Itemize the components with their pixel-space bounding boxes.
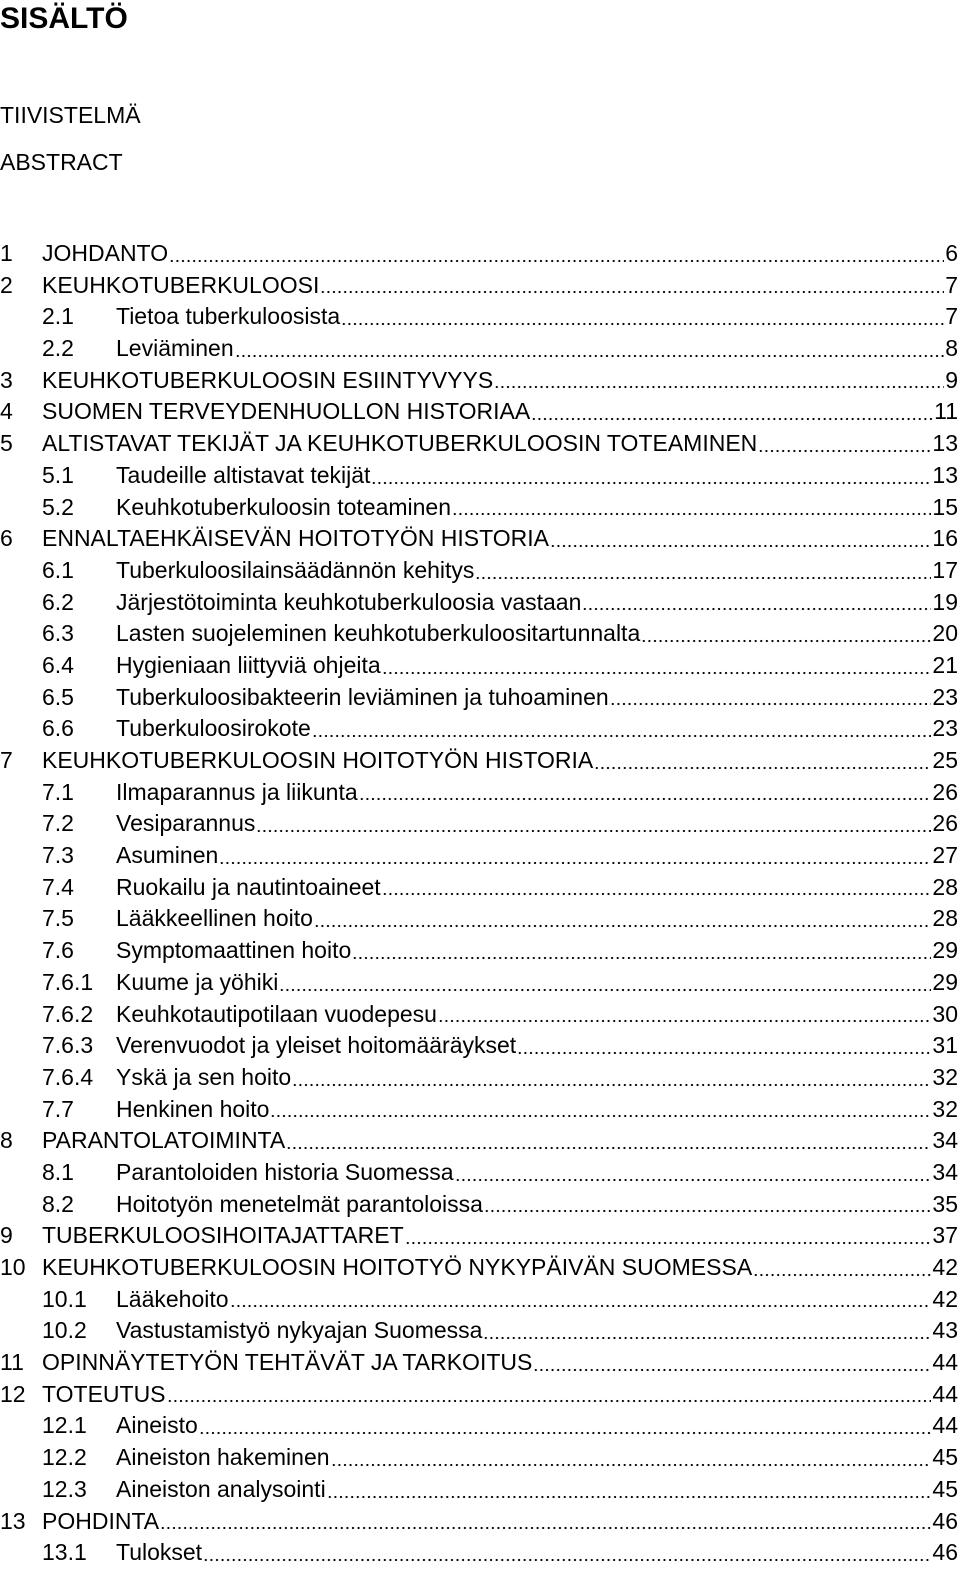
toc-entry[interactable] xyxy=(0,745,958,777)
toc-dot-leader xyxy=(371,460,931,492)
toc-page-number: 21 xyxy=(932,651,958,678)
toc-dot-leader xyxy=(169,238,944,270)
toc-dot-leader xyxy=(160,1506,931,1538)
toc-entry-label: Aineiston hakeminen xyxy=(116,1444,330,1471)
toc-entry-label: Lasten suojeleminen keuhkotuberkuloositartunnalta xyxy=(116,620,641,647)
toc-entry-number: 2 xyxy=(0,271,13,298)
toc-entry-number: 8.2 xyxy=(42,1190,74,1217)
toc-page-number: 7 xyxy=(945,271,958,298)
toc-entry-number: 5.1 xyxy=(42,461,74,488)
toc-entry-label: OPINNÄYTETYÖN TEHTÄVÄT JA TARKOITUS xyxy=(42,1349,533,1376)
toc-page-number: 45 xyxy=(932,1444,958,1471)
toc-dot-leader xyxy=(270,1094,931,1126)
toc-page-number: 25 xyxy=(932,747,958,773)
toc-dot-leader xyxy=(219,840,931,872)
toc-dot-leader xyxy=(382,650,932,682)
toc-entry-label: TOTEUTUS xyxy=(42,1380,166,1407)
toc-dot-leader xyxy=(199,1410,932,1442)
toc-entry-label: Kuume ja yöhiki xyxy=(116,968,279,995)
toc-subentry[interactable] xyxy=(0,333,958,365)
toc-entry-number: 10 xyxy=(0,1254,26,1280)
toc-dot-leader xyxy=(331,1442,932,1474)
toc-dot-leader xyxy=(314,903,931,935)
toc-page-number: 35 xyxy=(932,1190,958,1217)
table-of-contents xyxy=(0,238,958,1569)
toc-dot-leader xyxy=(286,1125,931,1157)
toc-entry-number: 7.6.4 xyxy=(42,1063,94,1090)
toc-subentry[interactable] xyxy=(0,460,958,492)
toc-subentry[interactable] xyxy=(0,967,958,999)
toc-entry-label: KEUHKOTUBERKULOOSIN HOITOTYÖN HISTORIA xyxy=(42,747,594,773)
toc-page-number: 26 xyxy=(932,810,958,837)
toc-entry-label: KEUHKOTUBERKULOOSI xyxy=(42,271,320,298)
toc-dot-leader xyxy=(475,555,931,587)
toc-subentry[interactable] xyxy=(0,682,958,714)
toc-subentry[interactable] xyxy=(0,1030,958,1062)
toc-entry-number: 7.6.2 xyxy=(42,1000,94,1027)
toc-entry-number: 6.5 xyxy=(42,683,74,710)
toc-entry[interactable] xyxy=(0,1379,958,1411)
toc-dot-leader xyxy=(359,777,932,809)
toc-entry-number: 7.5 xyxy=(42,905,74,932)
toc-entry-label: Tuberkuloosibakteerin leviäminen ja tuhoaminen xyxy=(116,683,609,710)
toc-dot-leader xyxy=(484,1189,931,1221)
toc-entry-label: Ruokailu ja nautintoaineet xyxy=(116,873,381,900)
toc-entry[interactable] xyxy=(0,523,958,555)
toc-page-number: 42 xyxy=(932,1254,958,1280)
toc-page-number: 7 xyxy=(945,303,958,330)
toc-dot-leader xyxy=(230,1284,932,1316)
toc-subentry[interactable] xyxy=(0,587,958,619)
toc-subentry[interactable] xyxy=(0,935,958,967)
toc-page-number: 29 xyxy=(932,937,958,964)
toc-entry-label: Ilmaparannus ja liikunta xyxy=(116,778,358,805)
toc-entry-label: JOHDANTO xyxy=(42,240,169,266)
toc-entry-label: ALTISTAVAT TEKIJÄT JA KEUHKOTUBERKULOOSIN TOTEAMINEN xyxy=(42,430,758,457)
toc-dot-leader xyxy=(203,1537,931,1569)
toc-subentry[interactable] xyxy=(0,777,958,809)
toc-dot-leader xyxy=(610,682,932,714)
toc-entry-number: 7.1 xyxy=(42,778,74,805)
toc-page-number: 20 xyxy=(932,620,958,647)
toc-page-number: 8 xyxy=(945,335,958,362)
toc-entry-label: PARANTOLATOIMINTA xyxy=(42,1127,286,1154)
toc-entry-label: ENNALTAEHKÄISEVÄN HOITOTYÖN HISTORIA xyxy=(42,525,549,552)
toc-dot-leader xyxy=(531,396,933,428)
toc-subentry[interactable] xyxy=(0,555,958,587)
toc-page-number: 19 xyxy=(932,588,958,615)
toc-entry-label: Tietoa tuberkuloosista xyxy=(116,303,341,330)
toc-entry-number: 6 xyxy=(0,525,13,552)
toc-entry-label: Hygieniaan liittyviä ohjeita xyxy=(116,651,381,678)
toc-page-number: 28 xyxy=(932,873,958,900)
toc-page-number: 46 xyxy=(932,1539,958,1566)
toc-subentry[interactable] xyxy=(0,650,958,682)
toc-page-number: 23 xyxy=(932,715,958,742)
toc-entry-number: 9 xyxy=(0,1222,13,1249)
toc-subentry[interactable] xyxy=(0,713,958,745)
toc-front-matter-abstract-fi[interactable]: TIIVISTELMÄ xyxy=(0,102,141,128)
toc-entry-number: 4 xyxy=(0,398,13,425)
toc-entry-label: Asuminen xyxy=(116,842,219,869)
toc-entry-number: 7 xyxy=(0,747,13,773)
toc-subentry[interactable] xyxy=(0,808,958,840)
toc-entry-number: 12.1 xyxy=(42,1412,87,1439)
toc-dot-leader xyxy=(533,1347,931,1379)
toc-dot-leader xyxy=(455,1157,932,1189)
toc-entry-number: 7.6.1 xyxy=(42,968,94,995)
toc-entry-number: 3 xyxy=(0,366,13,393)
toc-entry-label: KEUHKOTUBERKULOOSIN ESIINTYVYYS xyxy=(42,366,494,393)
toc-page-number: 32 xyxy=(932,1095,958,1122)
toc-dot-leader xyxy=(235,333,945,365)
toc-page-number: 46 xyxy=(932,1507,958,1534)
toc-subentry[interactable] xyxy=(0,872,958,904)
toc-entry-number: 12 xyxy=(0,1380,26,1407)
toc-entry-number: 6.3 xyxy=(42,620,74,647)
toc-page-number: 26 xyxy=(932,778,958,805)
toc-page-number: 13 xyxy=(932,430,958,457)
toc-entry[interactable] xyxy=(0,1347,958,1379)
toc-dot-leader xyxy=(405,1220,932,1252)
toc-entry-label: Taudeille altistavat tekijät xyxy=(116,461,371,488)
toc-entry-label: Tuberkuloosirokote xyxy=(116,715,311,742)
toc-entry-number: 8.1 xyxy=(42,1158,74,1185)
toc-entry-number: 13 xyxy=(0,1507,26,1534)
toc-dot-leader xyxy=(582,587,931,619)
toc-entry-number: 2.1 xyxy=(42,303,74,330)
toc-entry-label: Lääkehoito xyxy=(116,1285,229,1312)
toc-subentry[interactable] xyxy=(0,1537,958,1569)
toc-dot-leader xyxy=(483,1315,931,1347)
toc-entry-label: Hoitotyön menetelmät parantoloissa xyxy=(116,1190,483,1217)
toc-page-number: 29 xyxy=(932,968,958,995)
toc-entry-number: 6.6 xyxy=(42,715,74,742)
toc-page-number: 27 xyxy=(932,842,958,869)
toc-entry[interactable] xyxy=(0,1506,958,1538)
toc-subentry[interactable] xyxy=(0,1410,958,1442)
toc-entry-label: TUBERKULOOSIHOITAJATTARET xyxy=(42,1222,404,1249)
toc-dot-leader xyxy=(341,301,944,333)
toc-entry-number: 1 xyxy=(0,240,13,266)
toc-subentry[interactable] xyxy=(0,1315,958,1347)
toc-entry-label: Symptomaattinen hoito xyxy=(116,937,352,964)
toc-entry-number: 7.3 xyxy=(42,842,74,869)
toc-entry-label: Parantoloiden historia Suomessa xyxy=(116,1158,454,1185)
toc-entry-number: 13.1 xyxy=(42,1539,87,1566)
toc-entry-number: 7.4 xyxy=(42,873,74,900)
toc-dot-leader xyxy=(641,618,931,650)
toc-page-number: 44 xyxy=(932,1349,958,1376)
toc-page-number: 17 xyxy=(932,556,958,583)
toc-subentry[interactable] xyxy=(0,1284,958,1316)
toc-dot-leader xyxy=(167,1379,932,1411)
toc-page-number: 42 xyxy=(932,1285,958,1312)
toc-page-number: 44 xyxy=(932,1412,958,1439)
toc-page-number: 31 xyxy=(932,1032,958,1059)
toc-page-number: 11 xyxy=(934,398,958,425)
toc-dot-leader xyxy=(292,1062,931,1094)
toc-dot-leader xyxy=(352,935,931,967)
toc-dot-leader xyxy=(758,428,931,460)
toc-page-number: 13 xyxy=(932,461,958,488)
toc-entry-number: 11 xyxy=(0,1349,24,1376)
toc-entry-label: Keuhkotautipotilaan vuodepesu xyxy=(116,1000,437,1027)
toc-subentry[interactable] xyxy=(0,840,958,872)
toc-page-number: 23 xyxy=(932,683,958,710)
toc-entry[interactable] xyxy=(0,428,958,460)
toc-dot-leader xyxy=(494,365,944,397)
toc-entry-number: 5.2 xyxy=(42,493,74,520)
toc-entry-label: Vesiparannus xyxy=(116,810,256,837)
toc-dot-leader xyxy=(312,713,932,745)
toc-entry[interactable] xyxy=(0,1220,958,1252)
toc-subentry[interactable] xyxy=(0,1094,958,1126)
toc-entry-number: 7.2 xyxy=(42,810,74,837)
toc-entry-label: Keuhkotuberkuloosin toteaminen xyxy=(116,493,452,520)
toc-entry[interactable] xyxy=(0,1125,958,1157)
toc-page-number: 9 xyxy=(945,366,958,393)
toc-page-number: 37 xyxy=(932,1222,958,1249)
toc-entry[interactable] xyxy=(0,396,958,428)
toc-entry-label: Verenvuodot ja yleiset hoitomääräykset xyxy=(116,1032,517,1059)
toc-dot-leader xyxy=(327,1474,932,1506)
toc-page-number: 16 xyxy=(932,525,958,552)
toc-subentry[interactable] xyxy=(0,1157,958,1189)
toc-subentry[interactable] xyxy=(0,1474,958,1506)
toc-entry-number: 12.2 xyxy=(42,1444,87,1471)
toc-subentry[interactable] xyxy=(0,903,958,935)
toc-page-number: 15 xyxy=(932,493,958,520)
toc-entry[interactable] xyxy=(0,1252,958,1284)
toc-subentry[interactable] xyxy=(0,999,958,1031)
toc-entry-number: 5 xyxy=(0,430,13,457)
toc-entry-label: Tulokset xyxy=(116,1539,203,1566)
toc-entry-number: 7.6 xyxy=(42,937,74,964)
toc-page-number: 32 xyxy=(932,1063,958,1090)
toc-dot-leader xyxy=(517,1030,931,1062)
toc-front-matter-abstract-en[interactable]: ABSTRACT xyxy=(0,149,123,175)
toc-page-number: 44 xyxy=(932,1380,958,1407)
toc-page-number: 28 xyxy=(932,905,958,932)
toc-dot-leader xyxy=(753,1252,931,1284)
toc-entry-number: 8 xyxy=(0,1127,13,1154)
toc-page-number: 34 xyxy=(932,1127,958,1154)
toc-entry-label: POHDINTA xyxy=(42,1507,160,1534)
toc-subentry[interactable] xyxy=(0,301,958,333)
toc-subentry[interactable] xyxy=(0,1189,958,1221)
toc-entry-label: KEUHKOTUBERKULOOSIN HOITOTYÖ NYKYPÄIVÄN SUOMESSA xyxy=(42,1254,753,1280)
toc-entry-label: Tuberkuloosilainsäädännön kehitys xyxy=(116,556,475,583)
toc-entry-label: Järjestötoiminta keuhkotuberkuloosia vastaan xyxy=(116,588,582,615)
toc-entry-number: 6.1 xyxy=(42,556,74,583)
toc-dot-leader xyxy=(320,270,944,302)
toc-entry[interactable] xyxy=(0,270,958,302)
toc-subentry[interactable] xyxy=(0,1442,958,1474)
toc-entry-number: 6.2 xyxy=(42,588,74,615)
toc-subentry[interactable] xyxy=(0,1062,958,1094)
page-title: SISÄLTÖ xyxy=(0,2,128,35)
toc-entry-label: Aineisto xyxy=(116,1412,198,1439)
toc-dot-leader xyxy=(452,492,931,524)
toc-entry-label: Aineiston analysointi xyxy=(116,1475,326,1502)
toc-entry-label: SUOMEN TERVEYDENHUOLLON HISTORIAA xyxy=(42,398,531,425)
toc-entry-label: Vastustamistyö nykyajan Suomessa xyxy=(116,1317,483,1344)
toc-page-number: 43 xyxy=(932,1317,958,1344)
toc-entry-label: Henkinen hoito xyxy=(116,1095,270,1122)
toc-entry[interactable] xyxy=(0,365,958,397)
toc-entry-label: Leviäminen xyxy=(116,335,234,362)
toc-page-number: 6 xyxy=(945,240,958,266)
toc-dot-leader xyxy=(256,808,931,840)
toc-subentry[interactable] xyxy=(0,492,958,524)
toc-entry[interactable] xyxy=(0,238,958,270)
toc-dot-leader xyxy=(550,523,931,555)
toc-dot-leader xyxy=(438,999,931,1031)
toc-entry-number: 2.2 xyxy=(42,335,74,362)
toc-page-number: 30 xyxy=(932,1000,958,1027)
toc-entry-label: Yskä ja sen hoito xyxy=(116,1063,292,1090)
toc-page-number: 34 xyxy=(932,1158,958,1185)
toc-page-number: 45 xyxy=(932,1475,958,1502)
toc-entry-label: Lääkkeellinen hoito xyxy=(116,905,313,932)
toc-subentry[interactable] xyxy=(0,618,958,650)
toc-dot-leader xyxy=(594,745,931,777)
toc-dot-leader xyxy=(382,872,932,904)
toc-entry-number: 7.7 xyxy=(42,1095,74,1122)
toc-entry-number: 10.1 xyxy=(42,1285,87,1312)
toc-entry-number: 12.3 xyxy=(42,1475,87,1502)
toc-entry-number: 6.4 xyxy=(42,651,74,678)
toc-entry-number: 10.2 xyxy=(42,1317,87,1344)
toc-entry-number: 7.6.3 xyxy=(42,1032,94,1059)
toc-dot-leader xyxy=(279,967,931,999)
